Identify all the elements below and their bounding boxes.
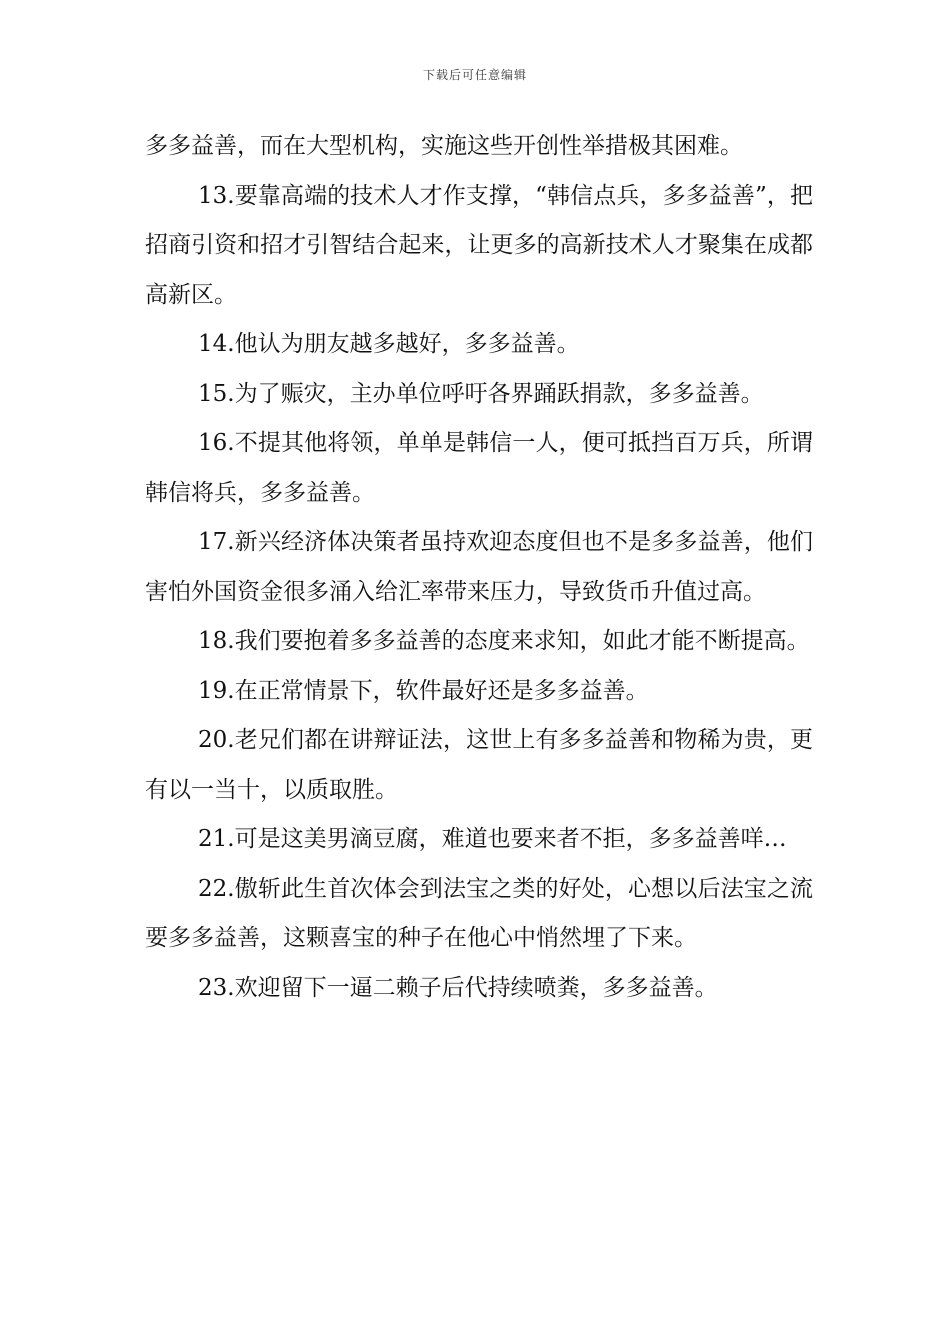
paragraph-13: 13.要靠高端的技术人才作支撑，“韩信点兵，多多益善”，把招商引资和招才引智结合起来，让更多的高新技术人才聚集在成都高新区。 bbox=[145, 182, 813, 308]
paragraph-16: 16.不提其他将领，单单是韩信一人，便可抵挡百万兵，所谓韩信将兵，多多益善。 bbox=[145, 430, 813, 506]
paragraph-20: 20.老兄们都在讲辩证法，这世上有多多益善和物稀为贵，更有以一当十，以质取胜。 bbox=[145, 727, 813, 803]
document-body bbox=[145, 122, 813, 1013]
paragraph-14: 14.他认为朋友越多越好，多多益善。 bbox=[198, 331, 580, 357]
paragraph-22: 22.傲斩此生首次体会到法宝之类的好处，心想以后法宝之流要多多益善，这颗喜宝的种子在他心中悄然埋了下来。 bbox=[145, 875, 813, 951]
paragraph-18: 18.我们要抱着多多益善的态度来求知，如此才能不断提高。 bbox=[198, 628, 810, 654]
paragraph-19: 19.在正常情景下，软件最好还是多多益善。 bbox=[198, 677, 649, 704]
page-header: 下载后可任意编辑 bbox=[422, 68, 527, 82]
paragraph-23: 23.欢迎留下一逼二赖子后代持续喷粪，多多益善。 bbox=[198, 974, 718, 1001]
paragraph-continuation: 多多益善，而在大型机构，实施这些开创性举措极其困难。 bbox=[145, 133, 743, 159]
paragraph-21: 21.可是这美男滴豆腐，难道也要来者不拒，多多益善咩… bbox=[198, 826, 787, 852]
paragraph-17: 17.新兴经济体决策者虽持欢迎态度但也不是多多益善，他们害怕外国资金很多涌入给汇率带来压力，导致货币升值过高。 bbox=[145, 529, 813, 605]
paragraph-15: 15.为了赈灾，主办单位呼吁各界踊跃捐款，多多益善。 bbox=[198, 380, 764, 407]
